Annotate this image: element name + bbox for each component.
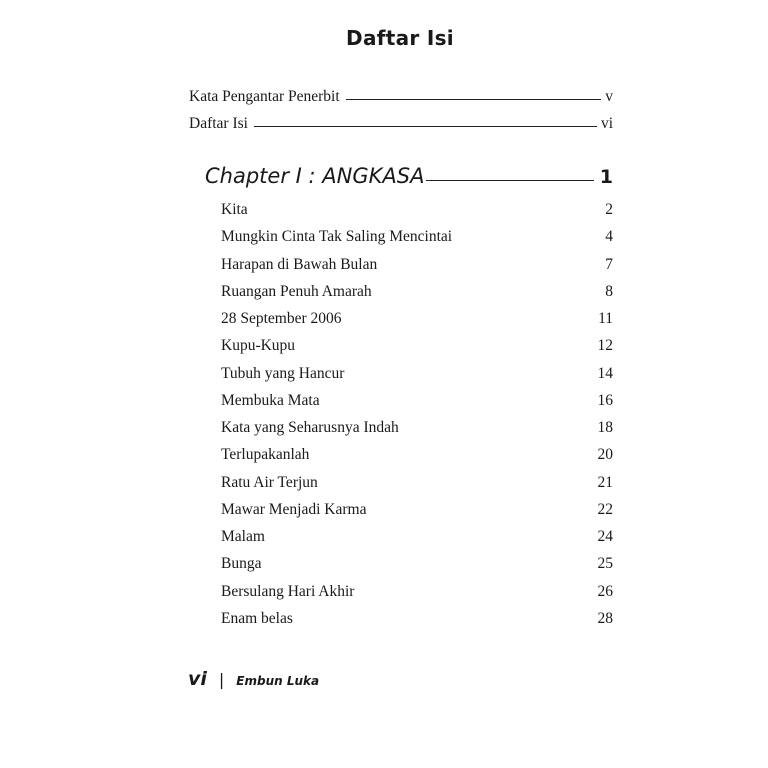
- page-footer: [188, 668, 319, 690]
- toc-entry-label: Mungkin Cinta Tak Saling Mencintai: [221, 228, 453, 246]
- toc-entry-label: Membuka Mata: [221, 391, 320, 409]
- toc-entry-page: 22: [597, 500, 613, 518]
- dot-leader: [254, 126, 597, 127]
- front-matter-page: v: [605, 88, 613, 105]
- toc-entry[interactable]: [221, 474, 613, 501]
- toc-entry-label: 28 September 2006: [221, 310, 342, 327]
- toc-entry-label: Harapan di Bawah Bulan: [221, 255, 378, 273]
- toc-entry-label: Tubuh yang Hancur: [221, 364, 345, 382]
- toc-entry-label: Kata yang Seharusnya Indah: [221, 419, 399, 436]
- toc-entry-label: Kita: [221, 201, 248, 218]
- front-matter-row[interactable]: [189, 88, 613, 115]
- running-book-title: Embun Luka: [236, 674, 320, 688]
- toc-entry-page: 16: [597, 391, 613, 409]
- toc-entry[interactable]: [221, 337, 613, 364]
- toc-entry-label: Ruangan Penuh Amarah: [221, 282, 372, 300]
- toc-entry-label: Bunga: [221, 555, 262, 573]
- toc-entry[interactable]: [221, 310, 613, 337]
- toc-entry[interactable]: [221, 583, 613, 610]
- toc-entry-page: 28: [597, 609, 613, 627]
- toc-entry-page: 21: [597, 473, 613, 491]
- toc-entry[interactable]: [221, 392, 613, 419]
- toc-entry-page: 11: [598, 310, 613, 327]
- toc-entry-page: 14: [597, 364, 613, 382]
- toc-entry[interactable]: [221, 201, 613, 228]
- toc-entry[interactable]: [221, 501, 613, 528]
- toc-entry-page: 20: [597, 446, 613, 464]
- front-matter-row[interactable]: [189, 115, 613, 142]
- toc-entry-page: 26: [597, 582, 613, 600]
- toc-entry-label: Enam belas: [221, 609, 293, 627]
- toc-entry[interactable]: [221, 555, 613, 582]
- toc-entry-label: Terlupakanlah: [221, 446, 310, 464]
- toc-entry-page: 4: [605, 228, 613, 246]
- chapter-label: Chapter I : ANGKASA: [205, 164, 425, 188]
- toc-entry[interactable]: [221, 419, 613, 446]
- toc-entry-page: 25: [597, 555, 613, 573]
- toc-entry-page: 2: [605, 201, 613, 218]
- page-title: Daftar Isi: [346, 26, 454, 50]
- toc-entry[interactable]: [221, 610, 613, 637]
- dot-leader: [346, 99, 602, 100]
- toc-entry-label: Ratu Air Terjun: [221, 473, 318, 491]
- toc-entry-page: 8: [605, 282, 613, 300]
- toc-entry[interactable]: [221, 365, 613, 392]
- chapter-page: 1: [599, 166, 613, 188]
- folio-page-number: vi: [188, 668, 207, 690]
- toc-entry-label: Bersulang Hari Akhir: [221, 582, 355, 600]
- toc-entry[interactable]: [221, 283, 613, 310]
- front-matter-label: Kata Pengantar Penerbit: [189, 88, 340, 105]
- toc-entry[interactable]: [221, 528, 613, 555]
- front-matter-label: Daftar Isi: [189, 115, 248, 132]
- dot-leader: [426, 180, 593, 181]
- toc-entry-page: 12: [597, 337, 613, 355]
- toc-entry-page: 24: [597, 528, 613, 545]
- toc-entry[interactable]: [221, 256, 613, 283]
- toc-entry-label: Kupu-Kupu: [221, 337, 296, 355]
- toc-entry-label: Malam: [221, 528, 265, 545]
- front-matter-list: [189, 88, 613, 142]
- front-matter-page: vi: [600, 115, 613, 132]
- toc-entry[interactable]: [221, 446, 613, 473]
- toc-entry-label: Mawar Menjadi Karma: [221, 500, 367, 518]
- chapter-heading[interactable]: [205, 164, 613, 188]
- toc-entry[interactable]: [221, 228, 613, 255]
- toc-entry-page: 7: [605, 255, 613, 273]
- toc-entry-page: 18: [597, 419, 613, 436]
- footer-separator: |: [218, 670, 225, 689]
- toc-entry-list: [221, 201, 613, 637]
